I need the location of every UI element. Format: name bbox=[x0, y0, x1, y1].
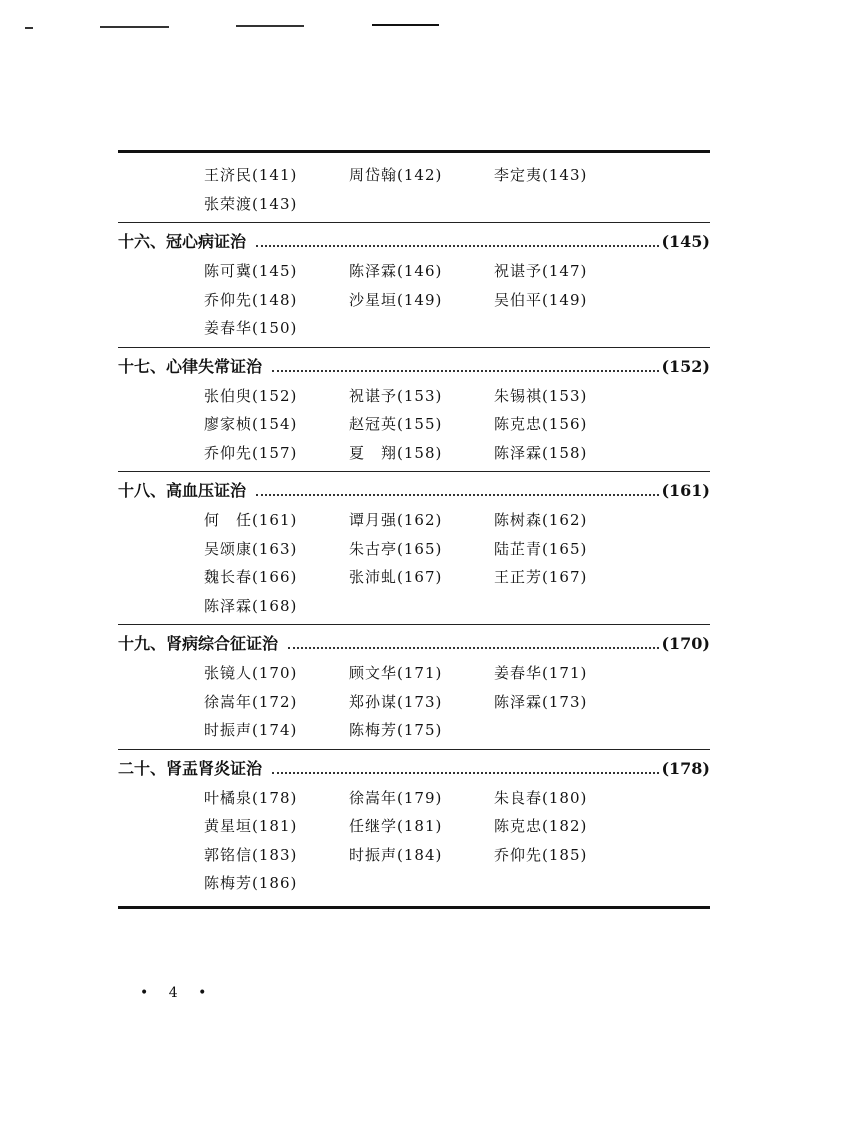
toc-entry[interactable] bbox=[494, 688, 639, 717]
name-row bbox=[204, 812, 710, 841]
section-number: 十七、 bbox=[118, 356, 167, 376]
page-ref: (162) bbox=[397, 511, 443, 529]
page-ref: (154) bbox=[252, 415, 298, 433]
name-row bbox=[204, 563, 710, 592]
name-row bbox=[204, 784, 710, 813]
toc-section bbox=[118, 625, 710, 749]
author-name: 朱锡祺 bbox=[494, 386, 543, 405]
dot-leader bbox=[256, 494, 659, 496]
toc-entry[interactable] bbox=[349, 716, 494, 745]
author-name: 姜春华 bbox=[494, 664, 543, 682]
page-ref: (155) bbox=[397, 415, 443, 433]
author-name: 陈泽霖 bbox=[204, 596, 253, 615]
section-number: 十八、 bbox=[118, 481, 167, 500]
author-name: 魏长春 bbox=[204, 568, 253, 586]
author-name: 郑孙谋 bbox=[349, 692, 398, 711]
page-ref: (171) bbox=[542, 664, 588, 682]
name-row bbox=[204, 659, 710, 688]
page-ref: (158) bbox=[397, 443, 443, 462]
toc-entry[interactable] bbox=[494, 506, 639, 535]
author-name: 陈梅芳 bbox=[204, 874, 253, 892]
toc-entry[interactable] bbox=[349, 286, 494, 315]
page-ref: (162) bbox=[542, 511, 588, 529]
toc-entry[interactable] bbox=[494, 563, 639, 592]
toc-entry[interactable] bbox=[204, 841, 349, 870]
section-number: 十九、 bbox=[118, 634, 167, 653]
section-number: 十六、 bbox=[118, 232, 167, 251]
toc-entry[interactable] bbox=[204, 784, 349, 813]
page-ref: (166) bbox=[252, 568, 298, 586]
toc-entry[interactable] bbox=[494, 812, 639, 841]
page-ref: (173) bbox=[542, 692, 588, 711]
author-name: 祝谌予 bbox=[349, 386, 398, 405]
toc-entry[interactable] bbox=[204, 439, 349, 468]
author-name: 吴颂康 bbox=[204, 539, 253, 558]
toc-entry[interactable] bbox=[349, 439, 494, 468]
toc-entry[interactable] bbox=[349, 812, 494, 841]
section-number: 二十、 bbox=[118, 758, 167, 778]
toc-entry[interactable] bbox=[204, 592, 349, 621]
page-ref: (171) bbox=[397, 664, 443, 682]
dot-leader bbox=[288, 647, 659, 649]
author-name: 夏 翔 bbox=[349, 443, 398, 462]
toc-sections bbox=[118, 223, 710, 902]
page-ref: (184) bbox=[397, 845, 443, 864]
section-title: 心律失常证治 bbox=[166, 356, 263, 376]
toc-section bbox=[118, 348, 710, 472]
name-row bbox=[204, 410, 710, 439]
page-ref: (149) bbox=[397, 290, 443, 309]
author-name: 陈泽霖 bbox=[494, 692, 543, 711]
toc-entry[interactable] bbox=[204, 563, 349, 592]
author-name: 陈克忠 bbox=[494, 817, 543, 835]
page-ref: (147) bbox=[542, 262, 588, 280]
author-name: 乔仰先 bbox=[494, 845, 543, 864]
author-name: 何 任 bbox=[204, 511, 253, 529]
author-name: 朱古亭 bbox=[349, 539, 398, 558]
page-ref: (172) bbox=[252, 692, 298, 711]
page-ref: (165) bbox=[542, 539, 588, 558]
toc-entry[interactable] bbox=[204, 190, 349, 219]
author-name: 郭铭信 bbox=[204, 845, 253, 864]
name-row bbox=[204, 869, 710, 898]
toc-entry[interactable] bbox=[494, 659, 639, 688]
page-ref: (167) bbox=[542, 568, 588, 586]
toc-entry[interactable] bbox=[494, 382, 639, 411]
page-ref: (186) bbox=[252, 874, 298, 892]
author-name: 时振声 bbox=[204, 721, 253, 739]
page-ref: (183) bbox=[252, 845, 298, 864]
name-row bbox=[204, 535, 710, 564]
section-heading[interactable] bbox=[118, 754, 710, 784]
author-name: 朱良春 bbox=[494, 788, 543, 807]
page-ref: (145) bbox=[252, 262, 298, 280]
page-ref: (150) bbox=[252, 319, 298, 337]
name-row bbox=[204, 841, 710, 870]
name-row bbox=[204, 190, 710, 219]
page-ref: (167) bbox=[397, 568, 443, 586]
section-page: (145) bbox=[661, 232, 710, 251]
section-heading[interactable] bbox=[118, 476, 710, 506]
toc-entry[interactable] bbox=[204, 161, 349, 190]
name-list bbox=[118, 659, 710, 745]
author-name: 沙星垣 bbox=[349, 290, 398, 309]
author-name: 乔仰先 bbox=[204, 290, 253, 309]
author-name: 吴伯平 bbox=[494, 290, 543, 309]
toc-page bbox=[118, 150, 710, 909]
author-name: 姜春华 bbox=[204, 319, 253, 337]
name-row bbox=[204, 688, 710, 717]
dot-leader bbox=[272, 370, 659, 372]
header-mark bbox=[236, 25, 304, 27]
page-ref: (185) bbox=[542, 845, 588, 864]
header-mark bbox=[25, 27, 33, 29]
toc-entry[interactable] bbox=[349, 506, 494, 535]
toc-entry[interactable] bbox=[349, 535, 494, 564]
section-page: (178) bbox=[661, 758, 710, 778]
toc-entry[interactable] bbox=[204, 286, 349, 315]
toc-entry[interactable] bbox=[494, 257, 639, 286]
page-ref: (148) bbox=[252, 290, 298, 309]
toc-entry[interactable] bbox=[494, 784, 639, 813]
page-ref: (179) bbox=[397, 788, 443, 807]
header-mark bbox=[100, 26, 169, 28]
name-list bbox=[118, 382, 710, 468]
section-title: 肾病综合征证治 bbox=[166, 634, 279, 653]
page-ref: (180) bbox=[542, 788, 588, 807]
toc-entry[interactable] bbox=[204, 535, 349, 564]
toc-entry[interactable] bbox=[494, 286, 639, 315]
author-name: 陈泽霖 bbox=[494, 443, 543, 462]
section-title: 高血压证治 bbox=[166, 481, 247, 500]
author-name: 陈克忠 bbox=[494, 415, 543, 433]
page-ref: (146) bbox=[397, 262, 443, 280]
page-ref: (158) bbox=[542, 443, 588, 462]
name-row bbox=[204, 286, 710, 315]
toc-entry[interactable] bbox=[349, 161, 494, 190]
page-ref: (152) bbox=[252, 386, 298, 405]
toc-entry[interactable] bbox=[204, 869, 349, 898]
page-ref: (168) bbox=[252, 596, 298, 615]
name-list bbox=[118, 257, 710, 343]
name-row bbox=[204, 592, 710, 621]
name-row bbox=[204, 506, 710, 535]
page-ref: (161) bbox=[252, 511, 298, 529]
author-name: 陆芷青 bbox=[494, 539, 543, 558]
page-ref: (163) bbox=[252, 539, 298, 558]
author-name: 王正芳 bbox=[494, 568, 543, 586]
author-name: 叶橘泉 bbox=[204, 788, 253, 807]
section-page: (170) bbox=[661, 634, 710, 653]
toc-entry[interactable] bbox=[349, 841, 494, 870]
author-name: 赵冠英 bbox=[349, 415, 398, 433]
page-ref: (157) bbox=[252, 443, 298, 462]
name-row bbox=[204, 314, 710, 343]
header-mark bbox=[372, 24, 439, 26]
page-ref: (142) bbox=[397, 166, 443, 184]
page-ref: (143) bbox=[252, 194, 298, 213]
author-name: 时振声 bbox=[349, 845, 398, 864]
toc-entry[interactable] bbox=[204, 410, 349, 439]
toc-entry[interactable] bbox=[204, 506, 349, 535]
page-ref: (174) bbox=[252, 721, 298, 739]
name-list bbox=[118, 161, 710, 218]
page-ref: (181) bbox=[397, 817, 443, 835]
toc-entry[interactable] bbox=[204, 314, 349, 343]
section-page: (152) bbox=[661, 356, 710, 376]
toc-entry[interactable] bbox=[349, 659, 494, 688]
toc-entry[interactable] bbox=[494, 535, 639, 564]
author-name: 廖家桢 bbox=[204, 415, 253, 433]
page-number: • 4 • bbox=[140, 985, 215, 1001]
author-name: 陈树森 bbox=[494, 511, 543, 529]
author-name: 张沛虬 bbox=[349, 568, 398, 586]
author-name: 任继学 bbox=[349, 817, 398, 835]
toc-entry[interactable] bbox=[349, 563, 494, 592]
page-ref: (156) bbox=[542, 415, 588, 433]
page-ref: (181) bbox=[252, 817, 298, 835]
toc-continuation bbox=[118, 153, 710, 222]
author-name: 徐嵩年 bbox=[204, 692, 253, 711]
author-name: 乔仰先 bbox=[204, 443, 253, 462]
page-ref: (178) bbox=[252, 788, 298, 807]
author-name: 陈泽霖 bbox=[349, 262, 398, 280]
page-ref: (175) bbox=[397, 721, 443, 739]
toc-section bbox=[118, 472, 710, 624]
page-ref: (173) bbox=[397, 692, 443, 711]
name-list bbox=[118, 506, 710, 620]
author-name: 张伯臾 bbox=[204, 386, 253, 405]
dot-leader bbox=[256, 245, 659, 247]
author-name: 黄星垣 bbox=[204, 817, 253, 835]
author-name: 张荣渡 bbox=[204, 194, 253, 213]
author-name: 周岱翰 bbox=[349, 166, 398, 184]
page-ref: (165) bbox=[397, 539, 443, 558]
section-heading[interactable] bbox=[118, 629, 710, 659]
toc-entry[interactable] bbox=[494, 841, 639, 870]
section-title: 冠心病证治 bbox=[166, 232, 247, 251]
toc-entry[interactable] bbox=[494, 410, 639, 439]
toc-entry[interactable] bbox=[204, 688, 349, 717]
section-page: (161) bbox=[661, 481, 710, 500]
name-row bbox=[204, 382, 710, 411]
page-ref: (141) bbox=[252, 166, 298, 184]
author-name: 王济民 bbox=[204, 166, 253, 184]
author-name: 陈可冀 bbox=[204, 262, 253, 280]
section-heading[interactable] bbox=[118, 227, 710, 257]
name-row bbox=[204, 716, 710, 745]
name-row bbox=[204, 439, 710, 468]
toc-section bbox=[118, 223, 710, 347]
author-name: 顾文华 bbox=[349, 664, 398, 682]
page-ref: (149) bbox=[542, 290, 588, 309]
toc-entry[interactable] bbox=[204, 659, 349, 688]
author-name: 李定夷 bbox=[494, 166, 543, 184]
author-name: 陈梅芳 bbox=[349, 721, 398, 739]
name-row bbox=[204, 161, 710, 190]
author-name: 谭月强 bbox=[349, 511, 398, 529]
page-ref: (170) bbox=[252, 664, 298, 682]
page-ref: (153) bbox=[397, 386, 443, 405]
section-heading[interactable] bbox=[118, 352, 710, 382]
toc-section bbox=[118, 750, 710, 902]
toc-entry[interactable] bbox=[349, 382, 494, 411]
page-ref: (153) bbox=[542, 386, 588, 405]
toc-entry[interactable] bbox=[494, 161, 639, 190]
dot-leader bbox=[272, 772, 659, 774]
page-ref: (143) bbox=[542, 166, 588, 184]
toc-entry[interactable] bbox=[349, 784, 494, 813]
name-list bbox=[118, 784, 710, 898]
toc-entry[interactable] bbox=[349, 257, 494, 286]
author-name: 徐嵩年 bbox=[349, 788, 398, 807]
toc-entry[interactable] bbox=[204, 812, 349, 841]
page-ref: (182) bbox=[542, 817, 588, 835]
toc-entry[interactable] bbox=[204, 382, 349, 411]
toc-entry[interactable] bbox=[204, 257, 349, 286]
name-row bbox=[204, 257, 710, 286]
toc-entry[interactable] bbox=[349, 410, 494, 439]
bottom-rule bbox=[118, 906, 710, 909]
section-title: 肾盂肾炎证治 bbox=[166, 758, 263, 778]
toc-entry[interactable] bbox=[494, 439, 639, 468]
author-name: 张镜人 bbox=[204, 664, 253, 682]
toc-entry[interactable] bbox=[204, 716, 349, 745]
author-name: 祝谌予 bbox=[494, 262, 543, 280]
toc-entry[interactable] bbox=[349, 688, 494, 717]
